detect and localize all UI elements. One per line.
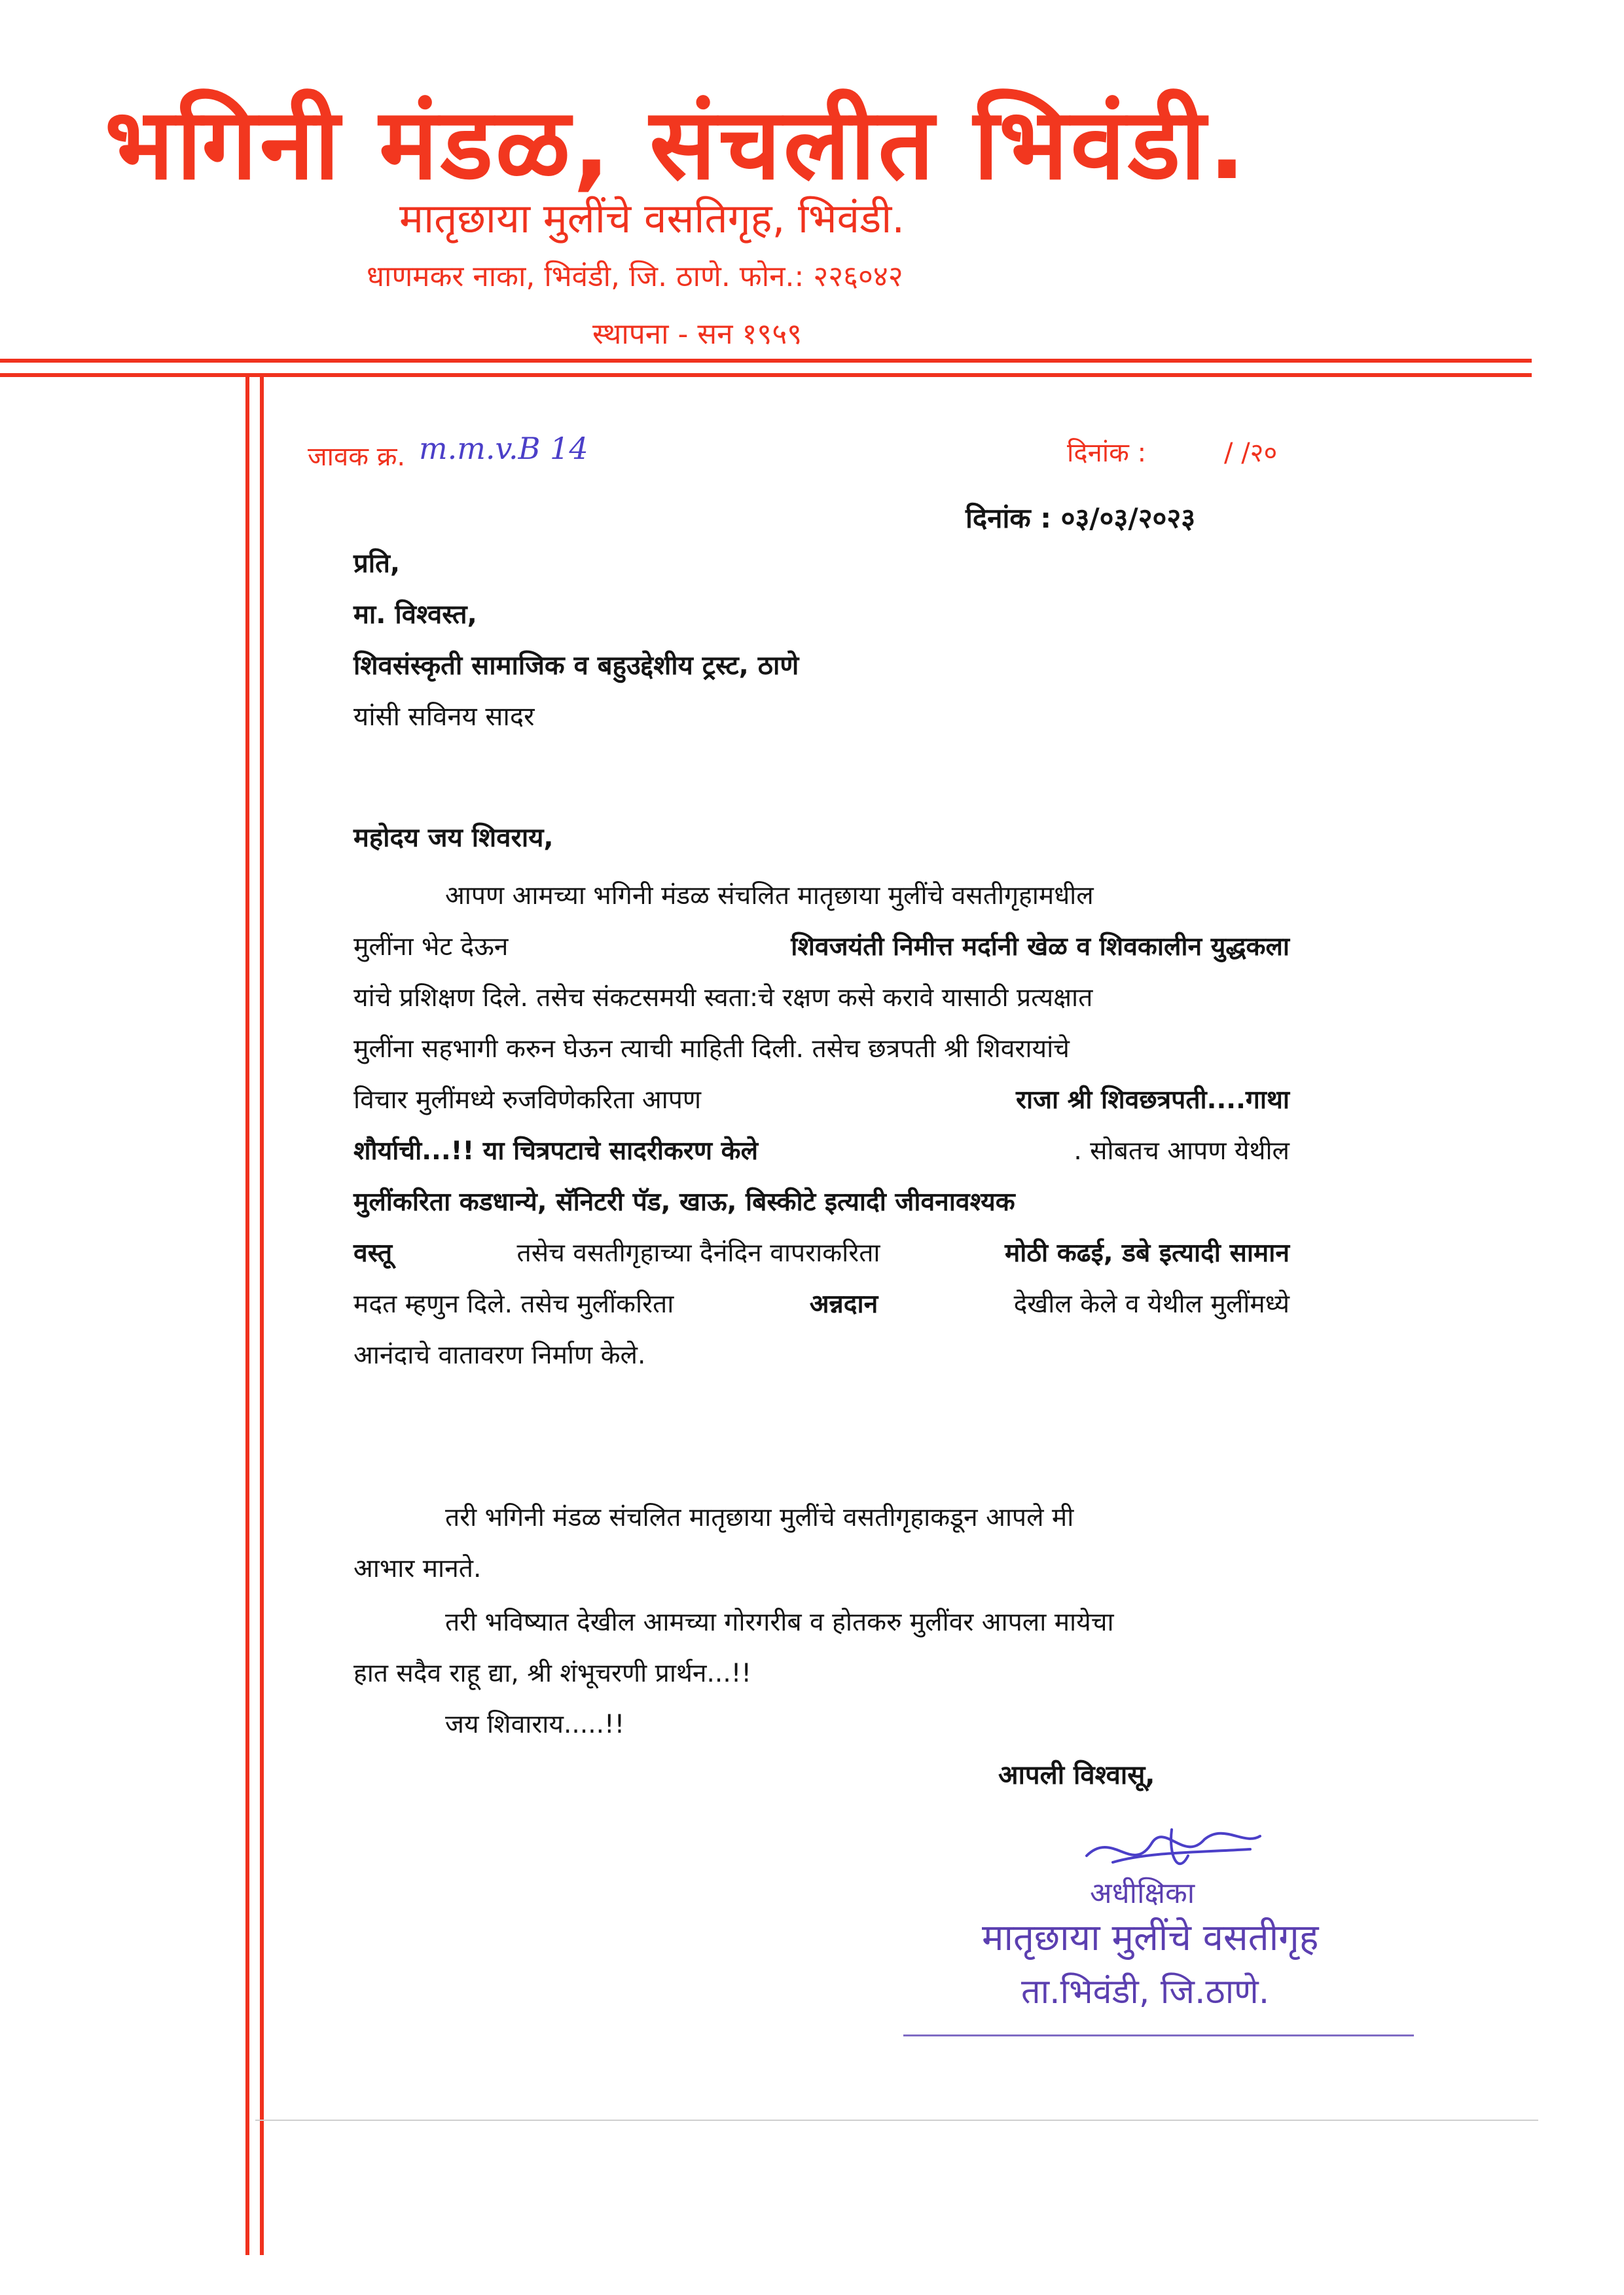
recipient-line-3: शिवसंस्कृती सामाजिक व बहुउद्देशीय ट्रस्ट, ठाणे [353,651,799,681]
para2-line-2: आभार मानते. [353,1554,482,1583]
para1-line-10: आनंदाचे वातावरण निर्माण केले. [353,1341,646,1370]
closing-remark: आपली विश्वासू, [998,1760,1155,1790]
stamp-underline [903,2034,1414,2036]
para1-line-2b: शिवजयंती निमीत्त मर्दानी खेळ व शिवकालीन युद्धकला [791,932,1290,962]
salutation: महोदय जय शिवराय, [353,823,554,853]
para3-line-2: हात सदैव राहू द्या, श्री शंभूचरणी प्रार्थन...!! [353,1659,751,1688]
para1-line-6b: . सोबतच आपण येथील [1074,1136,1290,1166]
date-blank: / /२० [1224,438,1278,468]
para1-line-8c: मोठी कढई, डबे इत्यादी सामान [1004,1238,1290,1268]
para1-line-9c: देखील केले व येथील मुलींमध्ये [1013,1290,1290,1319]
body-paragraph-1 [353,871,1290,1381]
reference-label: जावक क्र. [308,442,406,472]
header-rule-bottom [0,373,1532,377]
para1-line-2a: मुलींना भेट देऊन [353,932,509,962]
para1-line-5b: राजा श्री शिवछत्रपती....गाथा [1016,1085,1290,1115]
para1-line-9b: अन्नदान [809,1290,878,1319]
closing-slogan: जय शिवाराय.....!! [445,1710,625,1739]
established-year: स्थापना - सन १९५९ [592,317,803,351]
organization-address: धाणमकर नाका, भिवंडी, जि. ठाणे. फोन.: २२६०४२ [367,260,903,293]
reference-handwritten: m.m.v.B 14 [419,431,588,466]
para1-line-6a: शौर्याची...!! या चित्रपटाचे सादरीकरण केले [353,1136,759,1166]
body-paragraph-3 [353,1597,1290,1750]
body-paragraph-2 [353,1492,1290,1595]
para1-line-1: आपण आमच्या भगिनी मंडळ संचलित मातृछाया मुलींचे वसतीगृहामधील [445,881,1094,911]
para1-line-5a: विचार मुलींमध्ये रुजविणेकरिता आपण [353,1085,702,1115]
para1-line-9a: मदत म्हणुन दिले. तसेच मुलींकरिता [353,1290,674,1319]
para1-line-8b: तसेच वसतीगृहाच्या दैनंदिन वापराकरिता [516,1238,880,1268]
organization-title: भगिनी मंडळ, संचलीत भिवंडी. [105,88,1248,202]
para1-line-3: यांचे प्रशिक्षण दिले. तसेच संकटसमयी स्वता:चे रक्षण कसे करावे यासाठी प्रत्यक्षात [353,983,1093,1013]
para1-line-7: मुलींकरिता कडधान्ये, सॅनिटरी पॅड, खाऊ, बिस्कीटे इत्यादी जीवनावश्यक [353,1187,1015,1217]
recipient-line-1: प्रति, [353,549,401,579]
margin-rule-right [260,376,264,2255]
para1-line-8a: वस्तू [353,1238,393,1268]
footer-faint-line [255,2120,1538,2121]
header-rule-top [0,359,1532,363]
letter-date: दिनांक : ०३/०३/२०२३ [965,502,1196,534]
hostel-name: मातृछाया मुलींचे वसतिगृह, भिवंडी. [399,194,905,242]
stamp-organization: मातृछाया मुलींचे वसतीगृह [982,1917,1319,1959]
recipient-block [353,538,799,742]
margin-rule-left [245,376,249,2255]
recipient-line-4: यांसी सविनय सादर [353,702,535,732]
para1-line-4: मुलींना सहभागी करुन घेऊन त्याची माहिती दिली. तसेच छत्रपती श्री शिवरायांचे [353,1034,1070,1064]
recipient-line-2: मा. विश्वस्त, [353,600,477,630]
date-label: दिनांक : [1067,438,1147,468]
para3-line-1: तरी भविष्यात देखील आमच्या गोरगरीब व होतकरु मुलींवर आपला मायेचा [445,1608,1114,1637]
stamp-title: अधीक्षिका [1090,1877,1195,1910]
para2-line-1: तरी भगिनी मंडळ संचलित मातृछाया मुलींचे वसतीगृहाकडून आपले मी [445,1503,1074,1532]
stamp-place: ता.भिवंडी, जि.ठाणे. [1021,1972,1270,2012]
